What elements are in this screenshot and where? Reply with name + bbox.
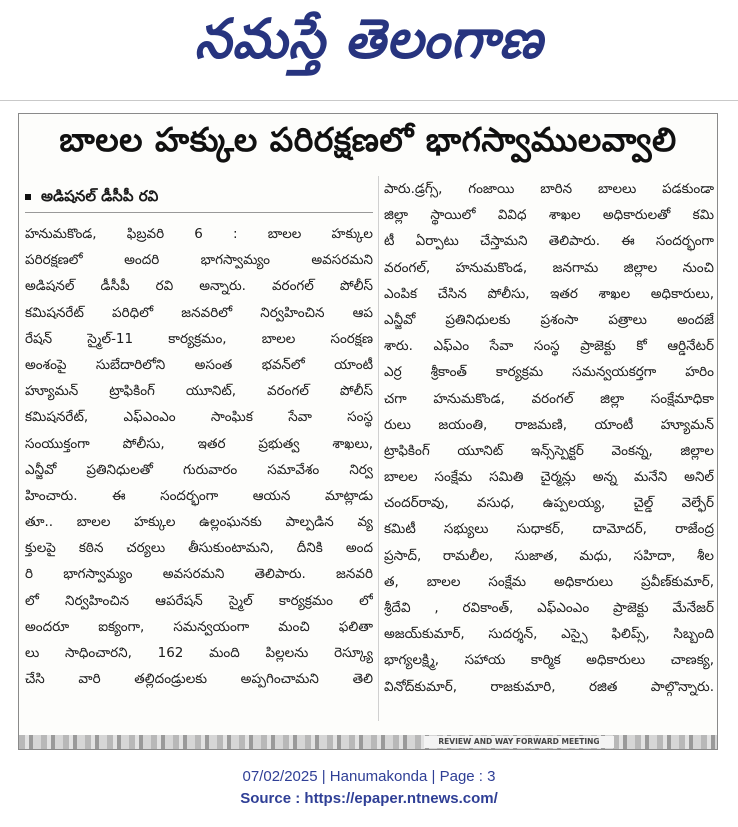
left-column-line: అడిషనల్ డీసీపీ రవి అన్నారు. వరంగల్ పోలీస్	[25, 278, 373, 295]
right-column-line: జిల్లా స్థాయిలో వివిధ శాఖల అధికారులతో కమి	[384, 207, 714, 224]
right-column-line: పారు.డ్రగ్స్, గంజాయి బారిన బాలలు పడకుండా	[384, 181, 714, 197]
left-column-line: హనుమకొండ, ఫిబ్రవరి 6 : బాలల హక్కుల	[25, 226, 373, 242]
newspaper-masthead	[0, 0, 738, 92]
right-column-line: శారు. ఎఫ్ఎం సేవా సంస్థ ప్రాజెక్టు కో ఆర్డినేటర్	[384, 338, 714, 355]
left-column-line: హించారు. ఈ సందర్భంగా ఆయన మాట్లాడు	[25, 487, 373, 504]
article-clipping	[18, 113, 718, 750]
right-column-line: ఎన్జీవో ప్రతినిధులకు ప్రశంసా పత్రాలు అందజే	[384, 311, 714, 328]
left-column-line: చేసి వారి తల్లిదండ్రులకు అప్పగించామని తెలి	[25, 671, 373, 688]
left-column-line: లు సాధించారని, 162 మంది పిల్లలను రెస్క్యూ	[25, 645, 373, 661]
left-column-line: కమిషనరేట్ పరిధిలో జనవరిలో నిర్వహించిన ఆప	[25, 304, 373, 321]
left-column-line: అంశంపై సుబేదారిలోని అసంత భవన్‌లో యాంటీ	[25, 356, 373, 373]
right-column-line: త, బాలల సంక్షేమ అధికారులు ప్రవీణ్‌కుమార్,	[384, 573, 714, 590]
right-column-line: ట్రాఫికింగ్ యూనిట్ ఇన్స్‌స్పెక్టర్ వెంకన్న, జిల్లాల	[384, 442, 714, 459]
article-column-right	[384, 176, 714, 721]
left-column-line: లో నిర్వహించిన ఆపరేషన్ స్మైల్ కార్యక్రమం లో	[25, 592, 373, 609]
left-column-line: హ్యూమన్ ట్రాఫికింగ్ యూనిట్, వరంగల్ పోలీస్	[25, 383, 373, 400]
left-column-line: పరిరక్షణలో అందరి భాగస్వామ్యం అవసరమని	[25, 252, 373, 269]
column-divider	[378, 176, 379, 721]
left-column-line: క్తులపై కఠిన చర్యలు తీసుకుంటామని, దీనికి అంద	[25, 540, 373, 557]
left-column-line: కమిషనరేట్, ఎఫ్ఎంఎం సాంఘిక సేవా సంస్థ	[25, 409, 373, 426]
right-column-line: వరంగల్, హనుమకొండ, జనగామ జిల్లాల నుంచి	[384, 259, 714, 276]
right-column-line: అజయ్‌కుమార్, సుదర్శన్, ఎస్సై ఫిలిప్స్, సిబ్బంది	[384, 626, 714, 643]
masthead-divider	[0, 100, 738, 101]
right-column-line: టీ ఏర్పాటు చేస్తామని తెలిపారు. ఈ సందర్భంగా	[384, 233, 714, 250]
right-column-line: బాలల సంక్షేమ సమితి చైర్మన్లు అన్న మనేని అనిల్	[384, 469, 714, 486]
right-column-line: చగా హనుమకొండ, వరంగల్ జిల్లా సంక్షేమాధికా	[384, 390, 714, 407]
right-column-line: ఎర్ర శ్రీకాంత్ కార్యక్రమ సమన్వయకర్తగా హరిం	[384, 364, 714, 381]
right-column-line: చందర్‌రావు, వసుధ, ఉప్పలయ్య, చైల్డ్ వెల్ఫేర్	[384, 495, 714, 512]
masthead-title: నమస్తే తెలంగాణ	[194, 7, 544, 72]
article-byline	[25, 187, 375, 209]
right-column-line: రులు జయంతి, రాజమణి, యాంటీ హ్యూమన్	[384, 416, 714, 433]
right-column-line: వినోద్‌కుమార్, రాజకుమారి, రజిత పాల్గొన్నారు.	[384, 678, 714, 695]
byline-text: అడిషనల్ డీసీపీ రవి	[41, 187, 159, 205]
edition-info: 07/02/2025 | Hanumakonda | Page : 3	[242, 768, 496, 785]
right-column-line: కమిటీ సభ్యులు సుధాకర్, దామోదర్, రాజేంద్ర	[384, 521, 714, 538]
right-column-line: శ్రీదేవి , రవికాంత్, ఎఫ్ఎంఎం ప్రాజెక్టు మేనేజర్	[384, 600, 714, 616]
photo-strip	[19, 735, 717, 749]
left-column-line: అందరూ ఐక్యంగా, సమన్వయంగా మంచి ఫలితా	[25, 618, 373, 635]
left-column-line: సంయుక్తంగా పోలీసు, ఇతర ప్రభుత్వ శాఖలు,	[25, 435, 373, 452]
article-column-left	[25, 221, 373, 721]
right-column-line: భాగ్యలక్ష్మి, సహాయ కార్మిక అధికారులు చాణక్య,	[384, 652, 714, 669]
left-column-line: తూ.. బాలల హక్కుల ఉల్లంఘనకు పాల్పడిన వ్య	[25, 514, 373, 531]
byline-bullet-icon	[25, 194, 31, 200]
photo-banner-text: REVIEW AND WAY FORWARD MEETING	[424, 736, 614, 748]
source-link[interactable]: Source : https://epaper.ntnews.com/	[240, 790, 498, 807]
right-column-line: ప్రసాద్, రామలీల, సుజాత, మధు, సహిదా, శీల	[384, 547, 714, 564]
left-column-line: రేషన్ స్మైల్-11 కార్యక్రమం, బాలల సంరక్షణ	[25, 330, 373, 347]
byline-divider	[25, 212, 373, 213]
left-column-line: రి భాగస్వామ్యం అవసరమని తెలిపారు. జనవరి	[25, 566, 373, 583]
right-column-line: ఎంపిక చేసిన పోలీసు, ఇతర శాఖల అధికారులు,	[384, 285, 714, 302]
article-headline: బాలల హక్కుల పరిరక్షణలో భాగస్వాములవ్వాలి	[59, 120, 677, 159]
left-column-line: ఎన్జీవో ప్రతినిధులతో గురువారం సమావేశం నిర్వ	[25, 461, 373, 478]
